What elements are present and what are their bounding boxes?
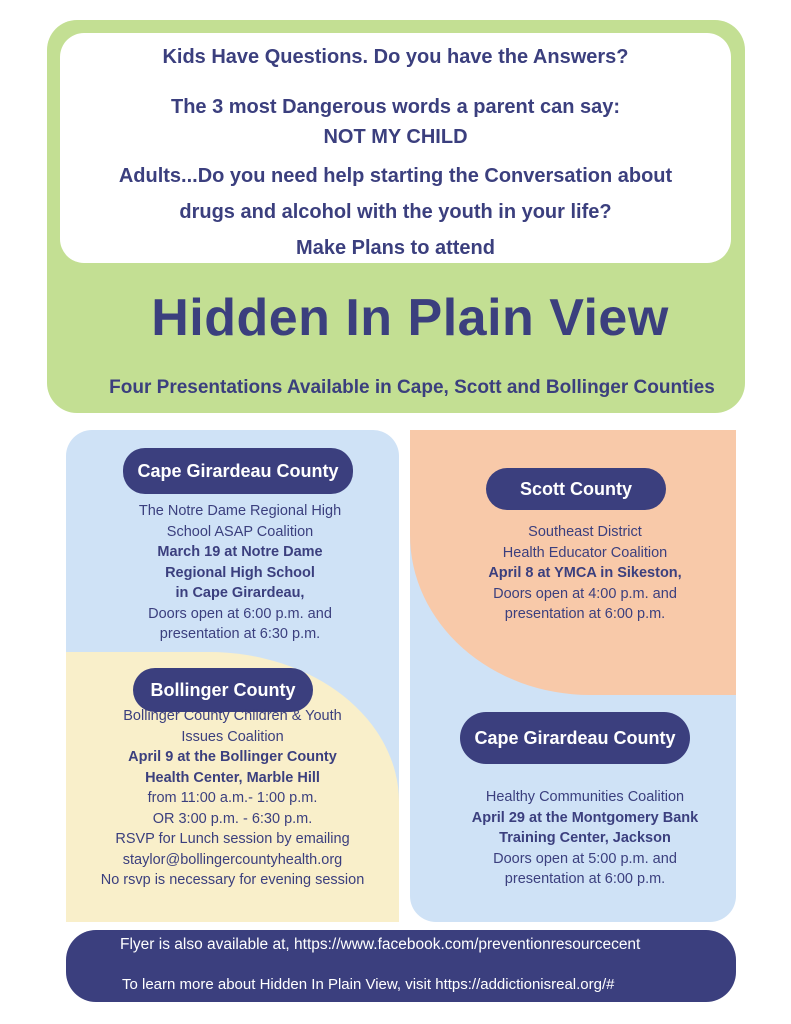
event-date-location: April 29 at the Montgomery Bank	[471, 809, 699, 826]
header-line-dangerous-words: The 3 most Dangerous words a parent can say:	[170, 96, 620, 118]
event-date-location: April 9 at the Bollinger County	[128, 749, 337, 765]
event-time: Doors open at 5:00 p.m. and	[493, 850, 677, 867]
scott-county-heading: Scott County	[486, 468, 666, 510]
rsvp-email: staylor@bollingercountyhealth.org	[122, 851, 343, 868]
cape-girardeau-county-heading: Cape Girardeau County	[123, 448, 353, 494]
event-time: presentation at 6:30 p.m.	[159, 626, 321, 642]
header-line-make-plans: Make Plans to attend	[296, 237, 495, 259]
header-line-drugs-alcohol: drugs and alcohol with the youth in your life?	[179, 201, 612, 223]
cape-girardeau-event-2-details	[410, 787, 760, 890]
header-line-adults: Adults...Do you need help starting the Conversation about	[118, 165, 673, 187]
footer-facebook-link[interactable]: Flyer is also available at, https://www.facebook.com/preventionresourcecent	[120, 936, 641, 953]
event-time: presentation at 6:00 p.m.	[504, 871, 666, 887]
header-line-questions: Kids Have Questions. Do you have the Answers?	[162, 46, 629, 68]
cape-girardeau-county-heading-2: Cape Girardeau County	[460, 712, 690, 764]
footer-banner	[66, 930, 736, 1002]
footer-website-link[interactable]: To learn more about Hidden In Plain View, visit https://addictionisreal.org/#	[122, 976, 615, 993]
event-date-location: April 8 at YMCA in Sikeston,	[488, 565, 682, 581]
cape-girardeau-event-1-details	[66, 501, 414, 645]
event-time: OR 3:00 p.m. - 6:30 p.m.	[152, 810, 313, 827]
rsvp-note: No rsvp is necessary for evening session	[100, 872, 365, 888]
event-date-location: March 19 at Notre Dame	[157, 544, 323, 560]
bollinger-event-details	[66, 706, 399, 891]
organization-line: Southeast District	[528, 524, 642, 540]
event-date-location: Health Center, Marble Hill	[145, 769, 320, 786]
page-subtitle: Four Presentations Available in Cape, Scott and Bollinger Counties	[109, 377, 715, 398]
event-date-location: Regional High School	[165, 564, 315, 581]
organization-line: Bollinger County Children & Youth	[123, 708, 342, 724]
page-title: Hidden In Plain View	[151, 289, 669, 347]
rsvp-line: RSVP for Lunch session by emailing	[115, 831, 350, 847]
bollinger-county-heading: Bollinger County	[133, 668, 313, 712]
organization-line: Health Educator Coalition	[502, 544, 668, 561]
event-time: from 11:00 a.m.- 1:00 p.m.	[147, 790, 318, 806]
event-time: presentation at 6:00 p.m.	[504, 606, 666, 622]
event-date-location: in Cape Girardeau,	[175, 585, 305, 601]
scott-event-details	[410, 522, 760, 625]
header-line-not-my-child: NOT MY CHILD	[323, 126, 468, 148]
organization-line: School ASAP Coalition	[166, 523, 314, 540]
event-time: Doors open at 4:00 p.m. and	[493, 585, 677, 602]
organization-line: The Notre Dame Regional High	[138, 503, 342, 519]
event-date-location: Training Center, Jackson	[499, 830, 671, 846]
event-time: Doors open at 6:00 p.m. and	[148, 605, 332, 622]
organization-line: Healthy Communities Coalition	[485, 789, 685, 805]
organization-line: Issues Coalition	[181, 728, 284, 745]
